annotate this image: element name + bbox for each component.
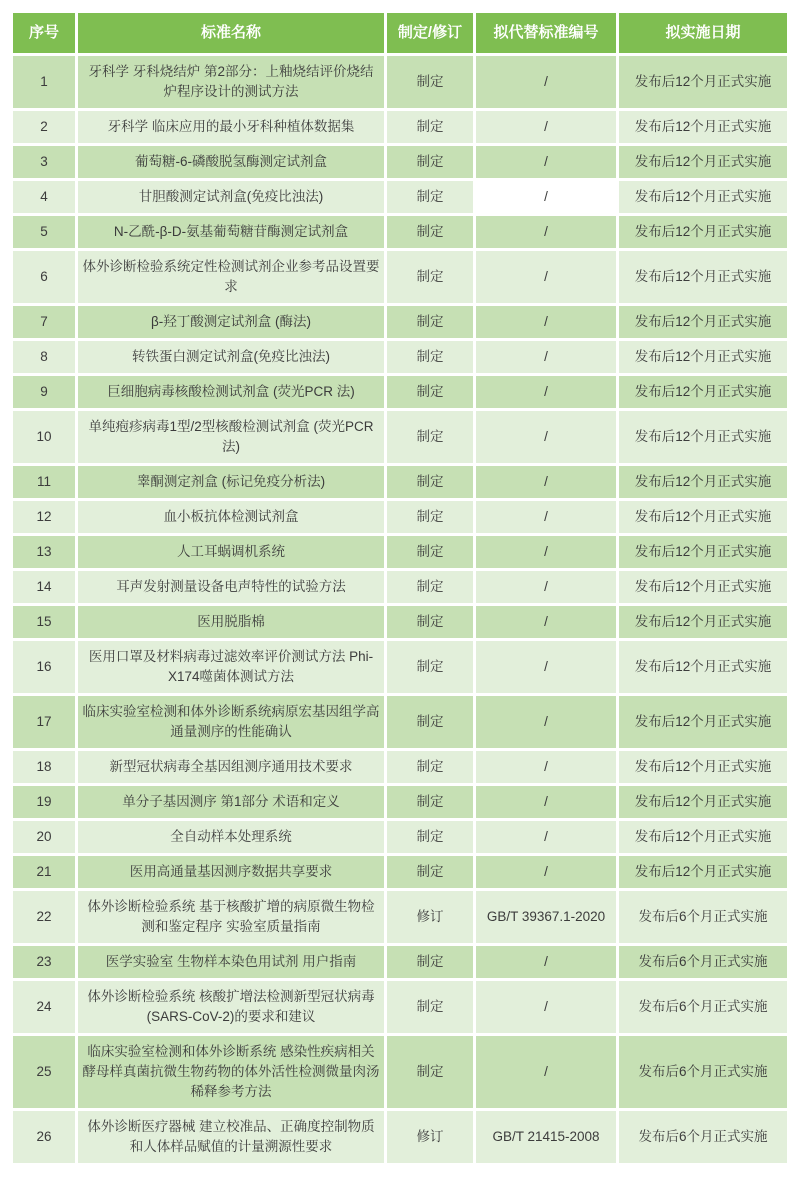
table-row — [13, 466, 787, 498]
col-header-action-type: 制定/修订 — [387, 13, 473, 53]
col-header-standard-name: 标准名称 — [78, 13, 384, 53]
replaced-standard-cell: / — [476, 696, 616, 748]
row-number-cell: 20 — [13, 821, 75, 853]
table-row — [13, 146, 787, 178]
action-type-cell: 制定 — [387, 1036, 473, 1108]
table-row — [13, 981, 787, 1033]
implementation-date-cell: 发布后12个月正式实施 — [619, 501, 787, 533]
action-type-cell: 修订 — [387, 891, 473, 943]
implementation-date-cell: 发布后12个月正式实施 — [619, 466, 787, 498]
action-type-cell: 制定 — [387, 946, 473, 978]
standard-name-cell: 牙科学 牙科烧结炉 第2部分：上釉烧结评价烧结炉程序设计的测试方法 — [78, 56, 384, 108]
replaced-standard-cell: / — [476, 981, 616, 1033]
standard-name-cell: 临床实验室检测和体外诊断系统 感染性疾病相关酵母样真菌抗微生物药物的体外活性检测微量肉汤稀释参考方法 — [78, 1036, 384, 1108]
row-number-cell: 1 — [13, 56, 75, 108]
implementation-date-cell: 发布后12个月正式实施 — [619, 571, 787, 603]
table-row — [13, 946, 787, 978]
replaced-standard-cell: GB/T 39367.1-2020 — [476, 891, 616, 943]
row-number-cell: 23 — [13, 946, 75, 978]
implementation-date-cell: 发布后12个月正式实施 — [619, 56, 787, 108]
action-type-cell: 制定 — [387, 411, 473, 463]
replaced-standard-cell: / — [476, 466, 616, 498]
row-number-cell: 10 — [13, 411, 75, 463]
table-body — [13, 56, 787, 1163]
implementation-date-cell: 发布后12个月正式实施 — [619, 536, 787, 568]
action-type-cell: 制定 — [387, 696, 473, 748]
implementation-date-cell: 发布后6个月正式实施 — [619, 891, 787, 943]
standard-name-cell: 葡萄糖-6-磷酸脱氢酶测定试剂盒 — [78, 146, 384, 178]
action-type-cell: 制定 — [387, 751, 473, 783]
standard-name-cell: 巨细胞病毒核酸检测试剂盒 (荧光PCR 法) — [78, 376, 384, 408]
replaced-standard-cell: / — [476, 56, 616, 108]
header-row — [13, 13, 787, 53]
replaced-standard-cell: / — [476, 306, 616, 338]
standard-name-cell: 单分子基因测序 第1部分 术语和定义 — [78, 786, 384, 818]
table-row — [13, 501, 787, 533]
row-number-cell: 19 — [13, 786, 75, 818]
replaced-standard-cell: / — [476, 536, 616, 568]
table-row — [13, 751, 787, 783]
action-type-cell: 制定 — [387, 181, 473, 213]
action-type-cell: 制定 — [387, 216, 473, 248]
table-row — [13, 341, 787, 373]
replaced-standard-cell: / — [476, 216, 616, 248]
row-number-cell: 11 — [13, 466, 75, 498]
action-type-cell: 制定 — [387, 466, 473, 498]
standard-name-cell: 血小板抗体检测试剂盒 — [78, 501, 384, 533]
standard-name-cell: 医用高通量基因测序数据共享要求 — [78, 856, 384, 888]
action-type-cell: 制定 — [387, 786, 473, 818]
table-row — [13, 641, 787, 693]
row-number-cell: 3 — [13, 146, 75, 178]
row-number-cell: 13 — [13, 536, 75, 568]
replaced-standard-cell: / — [476, 571, 616, 603]
standard-name-cell: 医用脱脂棉 — [78, 606, 384, 638]
replaced-standard-cell: / — [476, 251, 616, 303]
table-row — [13, 856, 787, 888]
table-row — [13, 251, 787, 303]
replaced-standard-cell: / — [476, 1036, 616, 1108]
implementation-date-cell: 发布后12个月正式实施 — [619, 641, 787, 693]
table-row — [13, 1111, 787, 1163]
standard-name-cell: 全自动样本处理系统 — [78, 821, 384, 853]
replaced-standard-cell: / — [476, 181, 616, 213]
replaced-standard-cell: / — [476, 946, 616, 978]
row-number-cell: 6 — [13, 251, 75, 303]
standard-name-cell: N-乙酰-β-D-氨基葡萄糖苷酶测定试剂盒 — [78, 216, 384, 248]
standard-name-cell: 耳声发射测量设备电声特性的试验方法 — [78, 571, 384, 603]
table-row — [13, 891, 787, 943]
standard-name-cell: 牙科学 临床应用的最小牙科种植体数据集 — [78, 111, 384, 143]
implementation-date-cell: 发布后12个月正式实施 — [619, 251, 787, 303]
table-row — [13, 606, 787, 638]
action-type-cell: 制定 — [387, 146, 473, 178]
row-number-cell: 18 — [13, 751, 75, 783]
row-number-cell: 9 — [13, 376, 75, 408]
action-type-cell: 制定 — [387, 251, 473, 303]
implementation-date-cell: 发布后12个月正式实施 — [619, 111, 787, 143]
row-number-cell: 14 — [13, 571, 75, 603]
standards-table — [10, 10, 790, 1166]
implementation-date-cell: 发布后12个月正式实施 — [619, 696, 787, 748]
action-type-cell: 制定 — [387, 111, 473, 143]
implementation-date-cell: 发布后6个月正式实施 — [619, 1036, 787, 1108]
action-type-cell: 制定 — [387, 571, 473, 603]
replaced-standard-cell: / — [476, 376, 616, 408]
replaced-standard-cell: / — [476, 111, 616, 143]
standard-name-cell: 单纯疱疹病毒1型/2型核酸检测试剂盒 (荧光PCR法) — [78, 411, 384, 463]
standard-name-cell: 人工耳蜗调机系统 — [78, 536, 384, 568]
row-number-cell: 8 — [13, 341, 75, 373]
implementation-date-cell: 发布后12个月正式实施 — [619, 856, 787, 888]
row-number-cell: 17 — [13, 696, 75, 748]
action-type-cell: 制定 — [387, 56, 473, 108]
row-number-cell: 4 — [13, 181, 75, 213]
standard-name-cell: 体外诊断检验系统 基于核酸扩增的病原微生物检测和鉴定程序 实验室质量指南 — [78, 891, 384, 943]
row-number-cell: 5 — [13, 216, 75, 248]
table-row — [13, 411, 787, 463]
implementation-date-cell: 发布后12个月正式实施 — [619, 606, 787, 638]
action-type-cell: 制定 — [387, 341, 473, 373]
table-row — [13, 111, 787, 143]
replaced-standard-cell: / — [476, 146, 616, 178]
standard-name-cell: 体外诊断检验系统 核酸扩增法检测新型冠状病毒(SARS-CoV-2)的要求和建议 — [78, 981, 384, 1033]
row-number-cell: 25 — [13, 1036, 75, 1108]
row-number-cell: 21 — [13, 856, 75, 888]
standard-name-cell: 医学实验室 生物样本染色用试剂 用户指南 — [78, 946, 384, 978]
row-number-cell: 2 — [13, 111, 75, 143]
action-type-cell: 制定 — [387, 856, 473, 888]
standard-name-cell: 医用口罩及材料病毒过滤效率评价测试方法 Phi-X174噬菌体测试方法 — [78, 641, 384, 693]
implementation-date-cell: 发布后12个月正式实施 — [619, 376, 787, 408]
col-header-index: 序号 — [13, 13, 75, 53]
implementation-date-cell: 发布后6个月正式实施 — [619, 946, 787, 978]
replaced-standard-cell: / — [476, 751, 616, 783]
table-row — [13, 216, 787, 248]
replaced-standard-cell: GB/T 21415-2008 — [476, 1111, 616, 1163]
standard-name-cell: 转铁蛋白测定试剂盒(免疫比浊法) — [78, 341, 384, 373]
standard-name-cell: β-羟丁酸测定试剂盒 (酶法) — [78, 306, 384, 338]
row-number-cell: 24 — [13, 981, 75, 1033]
table-row — [13, 786, 787, 818]
replaced-standard-cell: / — [476, 786, 616, 818]
replaced-standard-cell: / — [476, 606, 616, 638]
table-header — [13, 13, 787, 53]
replaced-standard-cell: / — [476, 411, 616, 463]
table-row — [13, 56, 787, 108]
action-type-cell: 制定 — [387, 501, 473, 533]
table-row — [13, 571, 787, 603]
implementation-date-cell: 发布后12个月正式实施 — [619, 411, 787, 463]
row-number-cell: 16 — [13, 641, 75, 693]
row-number-cell: 12 — [13, 501, 75, 533]
table-row — [13, 306, 787, 338]
action-type-cell: 制定 — [387, 606, 473, 638]
action-type-cell: 制定 — [387, 376, 473, 408]
standard-name-cell: 睾酮测定剂盒 (标记免疫分析法) — [78, 466, 384, 498]
standard-name-cell: 新型冠状病毒全基因组测序通用技术要求 — [78, 751, 384, 783]
standard-name-cell: 临床实验室检测和体外诊断系统病原宏基因组学高通量测序的性能确认 — [78, 696, 384, 748]
action-type-cell: 制定 — [387, 981, 473, 1033]
action-type-cell: 制定 — [387, 641, 473, 693]
replaced-standard-cell: / — [476, 856, 616, 888]
action-type-cell: 制定 — [387, 306, 473, 338]
implementation-date-cell: 发布后6个月正式实施 — [619, 981, 787, 1033]
table-row — [13, 696, 787, 748]
implementation-date-cell: 发布后12个月正式实施 — [619, 181, 787, 213]
action-type-cell: 修订 — [387, 1111, 473, 1163]
col-header-replaced-number: 拟代替标准编号 — [476, 13, 616, 53]
row-number-cell: 7 — [13, 306, 75, 338]
table-row — [13, 181, 787, 213]
action-type-cell: 制定 — [387, 821, 473, 853]
table-row — [13, 1036, 787, 1108]
col-header-impl-date: 拟实施日期 — [619, 13, 787, 53]
replaced-standard-cell: / — [476, 341, 616, 373]
row-number-cell: 15 — [13, 606, 75, 638]
row-number-cell: 22 — [13, 891, 75, 943]
table-row — [13, 536, 787, 568]
standard-name-cell: 体外诊断医疗器械 建立校准品、正确度控制物质和人体样品赋值的计量溯源性要求 — [78, 1111, 384, 1163]
row-number-cell: 26 — [13, 1111, 75, 1163]
table-row — [13, 821, 787, 853]
replaced-standard-cell: / — [476, 501, 616, 533]
standard-name-cell: 体外诊断检验系统定性检测试剂企业参考品设置要求 — [78, 251, 384, 303]
replaced-standard-cell: / — [476, 821, 616, 853]
implementation-date-cell: 发布后12个月正式实施 — [619, 821, 787, 853]
implementation-date-cell: 发布后12个月正式实施 — [619, 751, 787, 783]
implementation-date-cell: 发布后12个月正式实施 — [619, 786, 787, 818]
implementation-date-cell: 发布后12个月正式实施 — [619, 146, 787, 178]
implementation-date-cell: 发布后12个月正式实施 — [619, 341, 787, 373]
implementation-date-cell: 发布后12个月正式实施 — [619, 306, 787, 338]
implementation-date-cell: 发布后12个月正式实施 — [619, 216, 787, 248]
replaced-standard-cell: / — [476, 641, 616, 693]
table-row — [13, 376, 787, 408]
implementation-date-cell: 发布后6个月正式实施 — [619, 1111, 787, 1163]
action-type-cell: 制定 — [387, 536, 473, 568]
standard-name-cell: 甘胆酸测定试剂盒(免疫比浊法) — [78, 181, 384, 213]
